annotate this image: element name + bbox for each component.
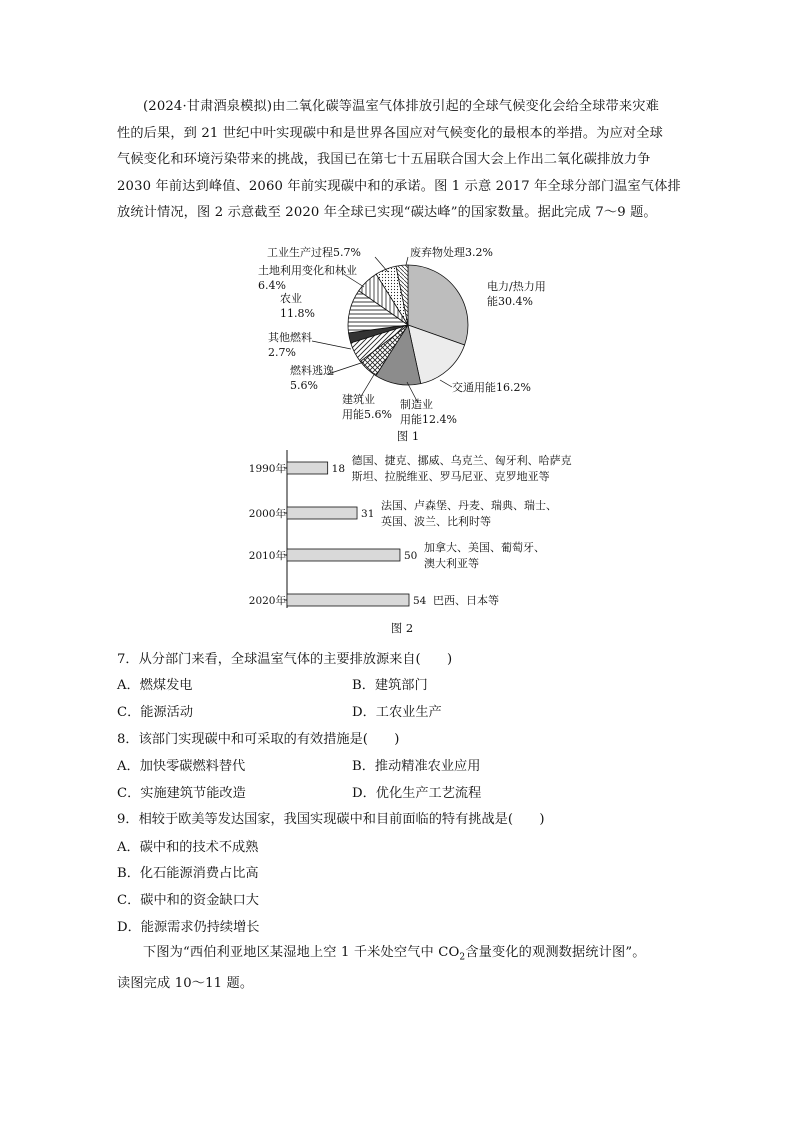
pie-slice-label: 11.8% bbox=[280, 307, 315, 320]
pie-slice-label: 工业生产过程5.7% bbox=[267, 246, 361, 259]
question-9-option-d[interactable]: D．能源需求仍持续增长 bbox=[117, 920, 260, 935]
co2-subscript: 2 bbox=[459, 952, 466, 963]
outro-line-2: 读图完成 10～11 题。 bbox=[117, 976, 254, 992]
bar bbox=[287, 594, 409, 606]
pie-leader-line bbox=[440, 380, 452, 387]
bar-annotation: 澳大利亚等 bbox=[423, 557, 479, 570]
question-8-option-a[interactable]: A．加快零碳燃料替代 bbox=[117, 759, 246, 774]
bar-annotation: 英国、波兰、比利时等 bbox=[381, 515, 492, 528]
question-7-stem: 7．从分部门来看，全球温室气体的主要排放源来自( ) bbox=[117, 652, 453, 667]
question-9-option-c[interactable]: C．碳中和的资金缺口大 bbox=[117, 893, 259, 908]
bar-category-label: 2010年 bbox=[248, 550, 286, 562]
bar-annotation: 德国、捷克、挪威、乌克兰、匈牙利、哈萨克 bbox=[351, 454, 572, 467]
pie-slice-label: 建筑业 bbox=[342, 393, 375, 406]
pie-slice-label: 废弃物处理3.2% bbox=[410, 246, 493, 259]
bar-value-label: 50 bbox=[403, 550, 418, 562]
bar bbox=[287, 507, 357, 519]
bar-annotation: 斯坦、拉脱维亚、罗马尼亚、克罗地亚等 bbox=[351, 470, 550, 483]
question-8-option-b[interactable]: B．推动精准农业应用 bbox=[352, 759, 481, 774]
pie-slice-label: 电力/热力用 bbox=[487, 280, 546, 293]
figure-2-bar-chart bbox=[240, 448, 580, 638]
intro-paragraph bbox=[117, 94, 691, 227]
outro-text: 下图为“西伯利亚地区某湿地上空 1 千米处空气中 CO bbox=[143, 945, 460, 960]
intro-line: (2024·甘肃酒泉模拟)由二氧化碳等温室气体排放引起的全球气候变化会给全球带来灾难 bbox=[143, 99, 659, 114]
question-8-option-d[interactable]: D．优化生产工艺流程 bbox=[352, 786, 482, 801]
pie-slice-label: 2.7% bbox=[268, 346, 296, 359]
intro-line: 放统计情况，图 2 示意截至 2020 年全球已实现“碳达峰”的国家数量。据此完成 7～9 题。 bbox=[117, 205, 657, 220]
question-9-stem: 9．相较于欧美等发达国家，我国实现碳中和目前面临的特有挑战是( ) bbox=[117, 812, 545, 827]
outro-paragraph bbox=[117, 940, 691, 998]
pie-leader-line bbox=[375, 257, 388, 272]
pie-slice-label: 6.4% bbox=[258, 279, 286, 292]
pie-slice-label: 制造业 bbox=[400, 398, 433, 411]
figure-2-caption: 图 2 bbox=[390, 621, 414, 635]
bar-value-label: 18 bbox=[331, 463, 346, 475]
outro-line-1 bbox=[117, 940, 691, 971]
bar-category-label: 1990年 bbox=[248, 463, 286, 475]
pie-slice-label: 燃料逃逸 bbox=[290, 364, 334, 377]
question-9-option-b[interactable]: B．化石能源消费占比高 bbox=[117, 866, 259, 881]
intro-line: 气候变化和环境污染带来的挑战，我国已在第七十五届联合国大会上作出二氧化碳排放力争 bbox=[117, 152, 651, 167]
question-7-option-c[interactable]: C．能源活动 bbox=[117, 705, 194, 720]
bar-category-label: 2000年 bbox=[248, 508, 286, 520]
pie-slice-label: 土地利用变化和林业 bbox=[258, 264, 357, 277]
intro-line: 性的后果，到 21 世纪中叶实现碳中和是世界各国应对气候变化的最根本的举措。为应对全球 bbox=[117, 125, 663, 141]
pie-slice-label: 农业 bbox=[280, 292, 302, 305]
pie-leader-line bbox=[312, 341, 351, 349]
bar bbox=[287, 549, 400, 561]
outro-text-end: 含量变化的观测数据统计图”。 bbox=[465, 945, 646, 960]
question-7-option-d[interactable]: D．工农业生产 bbox=[352, 705, 442, 720]
figure-1-caption: 图 1 bbox=[396, 429, 420, 443]
pie-slice-label: 用能12.4% bbox=[400, 413, 457, 426]
bar-annotation: 法国、卢森堡、丹麦、瑞典、瑞士、 bbox=[381, 499, 558, 512]
question-7-option-b[interactable]: B．建筑部门 bbox=[352, 678, 428, 693]
bar-value-label: 54 bbox=[413, 595, 427, 607]
figure-1-pie-chart bbox=[240, 240, 570, 445]
bar-category-label: 2020年 bbox=[248, 595, 286, 607]
bar-annotation: 加拿大、美国、葡萄牙、 bbox=[423, 541, 545, 554]
question-8-option-c[interactable]: C．实施建筑节能改造 bbox=[117, 786, 246, 801]
question-9-option-a[interactable]: A．碳中和的技术不成熟 bbox=[117, 840, 259, 855]
bar bbox=[287, 462, 328, 474]
question-7-option-a[interactable]: A．燃煤发电 bbox=[117, 678, 193, 693]
bar-annotation: 巴西、日本等 bbox=[433, 594, 499, 607]
question-8-stem: 8．该部门实现碳中和可采取的有效措施是( ) bbox=[117, 732, 400, 747]
intro-line: 2030 年前达到峰值、2060 年前实现碳中和的承诺。图 1 示意 2017 年全球分部门温室气体排 bbox=[117, 178, 681, 194]
pie-slice-label: 其他燃料 bbox=[268, 331, 312, 344]
pie-leader-line bbox=[406, 257, 408, 265]
bar-value-label: 31 bbox=[361, 508, 375, 520]
pie-slice-label: 5.6% bbox=[290, 379, 318, 392]
pie-slice-label: 交通用能16.2% bbox=[452, 381, 531, 394]
pie-slice-label: 能30.4% bbox=[487, 295, 533, 308]
pie-slice-label: 用能5.6% bbox=[342, 408, 392, 421]
